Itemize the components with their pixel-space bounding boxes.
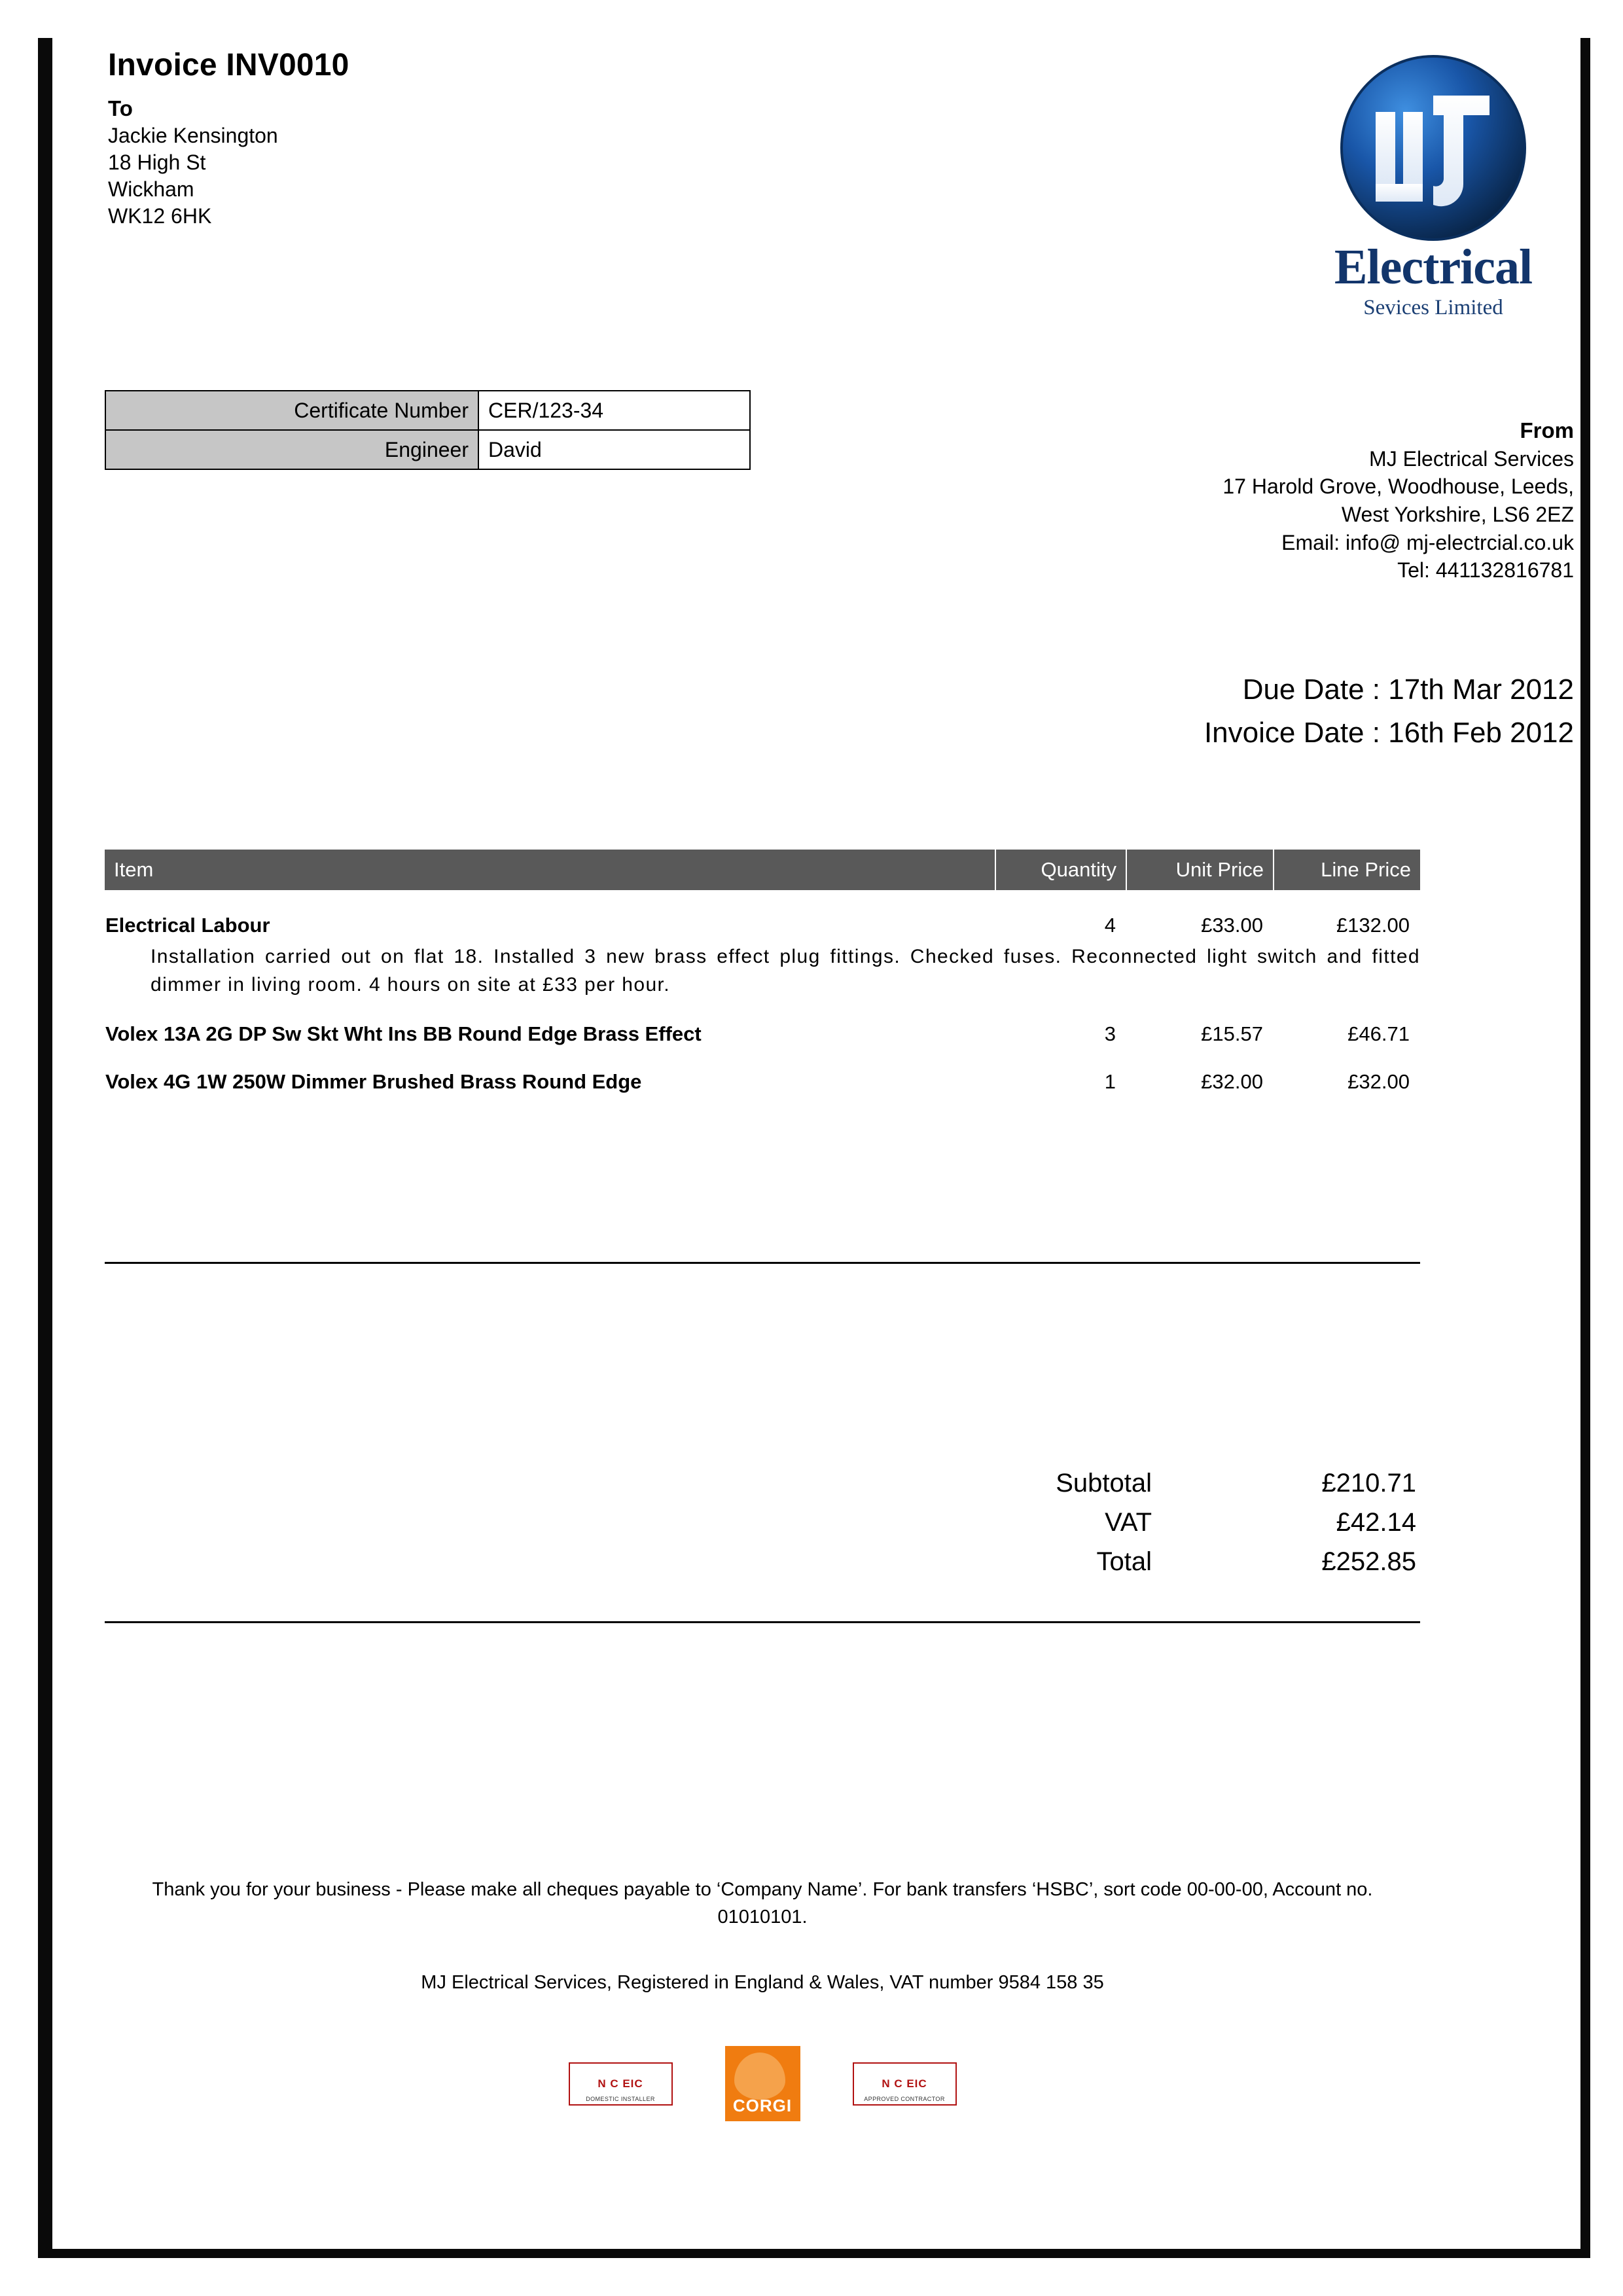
engineer-label: Engineer bbox=[105, 430, 478, 469]
from-line: 17 Harold Grove, Woodhouse, Leeds, bbox=[1222, 475, 1574, 499]
line-items-table bbox=[105, 850, 1420, 1094]
invoice-page bbox=[52, 24, 1580, 2249]
line-items-section bbox=[105, 850, 1420, 1094]
certificate-table bbox=[105, 390, 751, 470]
niceic-domestic-installer-icon bbox=[569, 2062, 673, 2106]
logo-subtext: Sevices Limited bbox=[1363, 296, 1503, 319]
column-header-unit-price: Unit Price bbox=[1126, 850, 1274, 890]
invoice-date: Invoice Date : 16th Feb 2012 bbox=[1204, 717, 1574, 749]
item-line-price: £46.71 bbox=[1347, 1022, 1410, 1046]
table-row bbox=[105, 1047, 1420, 1094]
table-row bbox=[105, 999, 1420, 1047]
totals-block bbox=[838, 1463, 1420, 1581]
footer-registration: MJ Electrical Services, Registered in England & Wales, VAT number 9584 158 35 bbox=[421, 1972, 1104, 1994]
from-line: Email: info@ mj-electrcial.co.uk bbox=[1281, 530, 1574, 554]
page-title: Invoice INV0010 bbox=[108, 48, 349, 82]
table-row bbox=[105, 430, 750, 469]
item-line-price: £32.00 bbox=[1347, 1070, 1410, 1094]
bill-to-line: WK12 6HK bbox=[108, 204, 212, 228]
bill-to-line: Wickham bbox=[108, 177, 194, 202]
table-row bbox=[838, 1463, 1420, 1503]
logo-wordmark: Electrical bbox=[1334, 240, 1533, 295]
from-line: West Yorkshire, LS6 2EZ bbox=[1341, 502, 1574, 526]
totals-divider bbox=[105, 1621, 1420, 1623]
item-quantity: 3 bbox=[1104, 1022, 1116, 1046]
certificate-number-label: Certificate Number bbox=[105, 391, 478, 430]
logo-monogram-icon bbox=[1335, 50, 1531, 246]
subtotal-value: £210.71 bbox=[1321, 1468, 1416, 1498]
table-row-description bbox=[105, 938, 1420, 999]
corgi-swoosh-shape bbox=[734, 2053, 785, 2100]
dates-block bbox=[854, 668, 1574, 755]
item-quantity: 1 bbox=[1104, 1070, 1116, 1094]
vat-label: VAT bbox=[1105, 1507, 1152, 1537]
company-logo bbox=[1293, 50, 1574, 320]
item-unit-price: £15.57 bbox=[1201, 1022, 1263, 1046]
from-block bbox=[919, 416, 1574, 584]
certificate-number-value: CER/123-34 bbox=[478, 391, 750, 430]
niceic-logo-text: N C EIC bbox=[882, 2077, 927, 2090]
corgi-icon bbox=[725, 2046, 800, 2121]
item-unit-price: £32.00 bbox=[1201, 1070, 1263, 1094]
footer-thanks: Thank you for your business - Please make all cheques payable to ‘Company Name’. For bank transfers ‘HSBC’, sort code 00-00-00, Account no. 01010101. bbox=[152, 1879, 1373, 1928]
item-line-price: £132.00 bbox=[1336, 914, 1410, 937]
accreditation-badges bbox=[105, 2046, 1420, 2121]
due-date: Due Date : 17th Mar 2012 bbox=[1242, 673, 1574, 706]
table-row bbox=[838, 1542, 1420, 1581]
footer bbox=[105, 1876, 1420, 1996]
item-name: Volex 13A 2G DP Sw Skt Wht Ins BB Round Edge Brass Effect bbox=[105, 1022, 702, 1046]
item-quantity: 4 bbox=[1104, 914, 1116, 937]
niceic-domestic-installer-sub: DOMESTIC INSTALLER bbox=[586, 2095, 655, 2102]
bill-to-label: To bbox=[108, 96, 133, 120]
niceic-approved-contractor-icon bbox=[853, 2062, 957, 2106]
column-header-item: Item bbox=[105, 850, 995, 890]
table-row bbox=[105, 391, 750, 430]
niceic-approved-contractor-sub: APPROVED CONTRACTOR bbox=[864, 2095, 945, 2102]
total-value: £252.85 bbox=[1321, 1547, 1416, 1576]
total-label: Total bbox=[1096, 1547, 1152, 1576]
bill-to-line: Jackie Kensington bbox=[108, 124, 278, 148]
from-label: From bbox=[1520, 418, 1574, 442]
item-name: Volex 4G 1W 250W Dimmer Brushed Brass Round Edge bbox=[105, 1070, 642, 1094]
item-unit-price: £33.00 bbox=[1201, 914, 1263, 937]
subtotal-label: Subtotal bbox=[1056, 1468, 1152, 1498]
from-line: Tel: 441132816781 bbox=[1397, 558, 1574, 583]
table-header-row bbox=[105, 850, 1420, 890]
bill-to-line: 18 High St bbox=[108, 151, 206, 175]
vat-value: £42.14 bbox=[1336, 1507, 1416, 1537]
table-row bbox=[105, 890, 1420, 938]
niceic-logo-text: N C EIC bbox=[597, 2077, 643, 2090]
engineer-value: David bbox=[478, 430, 750, 469]
column-header-line-price: Line Price bbox=[1274, 850, 1420, 890]
from-line: MJ Electrical Services bbox=[1369, 446, 1574, 471]
table-row bbox=[838, 1503, 1420, 1542]
items-divider bbox=[105, 1262, 1420, 1264]
column-header-quantity: Quantity bbox=[995, 850, 1126, 890]
item-description: Installation carried out on flat 18. Installed 3 new brass effect plug fittings. Checked fuses. Reconnected light switch and fitted dimmer in living room. 4 hours on site at £33 per hour. bbox=[151, 946, 1420, 996]
corgi-logo-text: CORGI bbox=[732, 2096, 793, 2115]
item-name: Electrical Labour bbox=[105, 914, 270, 937]
